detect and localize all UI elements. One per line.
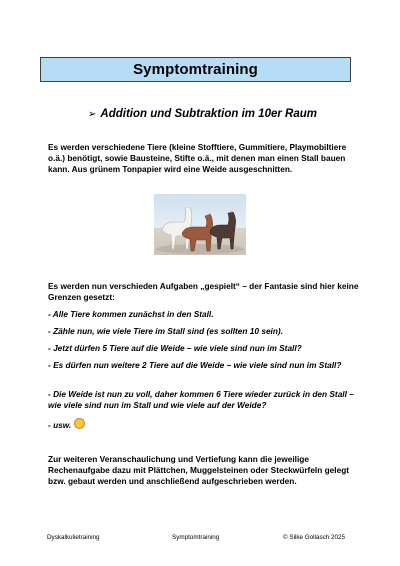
- toy-horses-photo: [154, 194, 246, 255]
- page-title: Symptomtraining: [133, 61, 258, 78]
- closing-paragraph: Zur weiteren Veranschaulichung und Vertiefung kann die jeweilige Rechenaufgabe dazu mit Plättchen, Muggelsteinen oder Steckwürfeln gelegt bzw. gebaut werden und anschließend aufgeschrieben werden.: [48, 454, 350, 487]
- tasks-intro-paragraph: Es werden nun verschieden Aufgaben „gespielt“ – der Fantasie sind hier keine Grenzen gesetzt:: [48, 281, 359, 303]
- grinning-sweat-emoji-icon: [74, 418, 85, 429]
- task-item-usw: [48, 418, 360, 431]
- task-item: - Jetzt dürfen 5 Tiere auf die Weide – wie viele sind nun im Stall?: [48, 343, 302, 353]
- section-heading: [88, 108, 317, 120]
- footer-left: Dyskalkulietraining: [47, 534, 100, 541]
- task-item: - Die Weide ist nun zu voll, daher kommen 6 Tiere wieder zurück in den Stall – wie viele sind nun im Stall und wie viele auf der Weide?: [48, 389, 354, 411]
- toy-horses-illustration: [154, 194, 246, 255]
- arrow-bullet-icon: ➢: [88, 109, 97, 120]
- task-item: - Zähle nun, wie viele Tiere im Stall sind (es sollten 10 sein).: [48, 326, 283, 336]
- footer-center: Symptomtraining: [172, 534, 220, 541]
- task-item: - Alle Tiere kommen zunächst in den Stall.: [48, 309, 214, 319]
- task-item-text: - usw.: [48, 420, 72, 430]
- footer-right: © Silke Gollasch 2025: [283, 534, 346, 541]
- title-box: [40, 57, 351, 82]
- section-heading-text: Addition und Subtraktion im 10er Raum: [100, 108, 317, 120]
- task-item: - Es dürfen nun weitere 2 Tiere auf die Weide – wie viele sind nun im Stall?: [48, 360, 342, 370]
- intro-paragraph: Es werden verschiedene Tiere (kleine Stofftiere, Gummitiere, Playmobiltiere o.ä.) benötigt, sowie Bausteine, Stifte o.ä., mit denen man einen Stall bauen kann. Aus grünem Tonpapier wird eine Weide ausgeschnitten.: [48, 142, 347, 175]
